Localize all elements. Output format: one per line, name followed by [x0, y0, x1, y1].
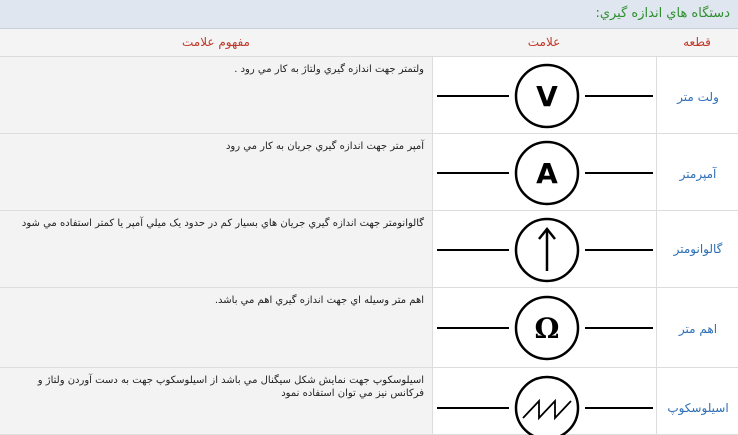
- ohmmeter-symbol-icon: [433, 288, 657, 368]
- meaning-text: اهم متر وسيله اي جهت اندازه گيري اهم مي باشد.: [214, 295, 424, 306]
- header-part: قطعه: [683, 35, 711, 49]
- symbol-cell: [432, 134, 656, 211]
- meaning-text: اسيلوسكوپ جهت نمايش شكل سيگنال مي باشد از اسيلوسكوپ جهت به دست آوردن ولتاژ و فركانس نيز مي توان استفاده نمود: [37, 375, 424, 399]
- part-name: اهم متر: [678, 322, 718, 336]
- symbol-cell: [432, 368, 656, 435]
- symbol-cell: [432, 57, 656, 134]
- meaning-cell: [0, 288, 432, 368]
- symbol-cell: [432, 288, 656, 368]
- table-row: [0, 134, 738, 211]
- part-name: اسيلوسكوپ: [667, 401, 729, 415]
- table-header-row: [0, 29, 738, 57]
- symbol-glyph: Ω: [534, 312, 560, 345]
- table-row: [0, 57, 738, 134]
- symbol-glyph: A: [536, 157, 558, 190]
- meaning-text: ولتمتر جهت اندازه گيري ولتاژ به كار مي رود .: [234, 64, 424, 75]
- meaning-cell: [0, 57, 432, 134]
- part-cell: [656, 57, 738, 134]
- symbol-glyph: V: [536, 80, 558, 113]
- meaning-text: آمپر متر جهت اندازه گيري جريان به كار مي رود: [225, 141, 424, 152]
- part-cell: [656, 211, 738, 288]
- part-cell: [656, 368, 738, 435]
- voltmeter-symbol-icon: [433, 57, 657, 134]
- part-name: ولت متر: [677, 90, 719, 104]
- header-meaning: مفهوم علامت: [181, 35, 250, 49]
- meaning-cell: [0, 134, 432, 211]
- meaning-text: گالوانومتر جهت اندازه گيري جريان هاي بسيار كم در حدود يک ميلي آمپر يا كمتر استفاده مي شود: [21, 218, 424, 229]
- section-header: [0, 0, 738, 29]
- table-row: [0, 211, 738, 288]
- table-row: [0, 288, 738, 368]
- part-name: گالوانومتر: [673, 242, 723, 256]
- oscilloscope-symbol-icon: [433, 368, 657, 435]
- header-symbol: علامت: [527, 35, 561, 49]
- galvanometer-symbol-icon: [433, 211, 657, 288]
- section-title: دستگاه هاي اندازه گيري:: [595, 6, 730, 21]
- meaning-cell: [0, 368, 432, 435]
- ammeter-symbol-icon: [433, 134, 657, 211]
- meaning-cell: [0, 211, 432, 288]
- part-cell: [656, 134, 738, 211]
- part-cell: [656, 288, 738, 368]
- part-name: آمپرمتر: [679, 167, 717, 181]
- symbol-cell: [432, 211, 656, 288]
- table-row: [0, 368, 738, 435]
